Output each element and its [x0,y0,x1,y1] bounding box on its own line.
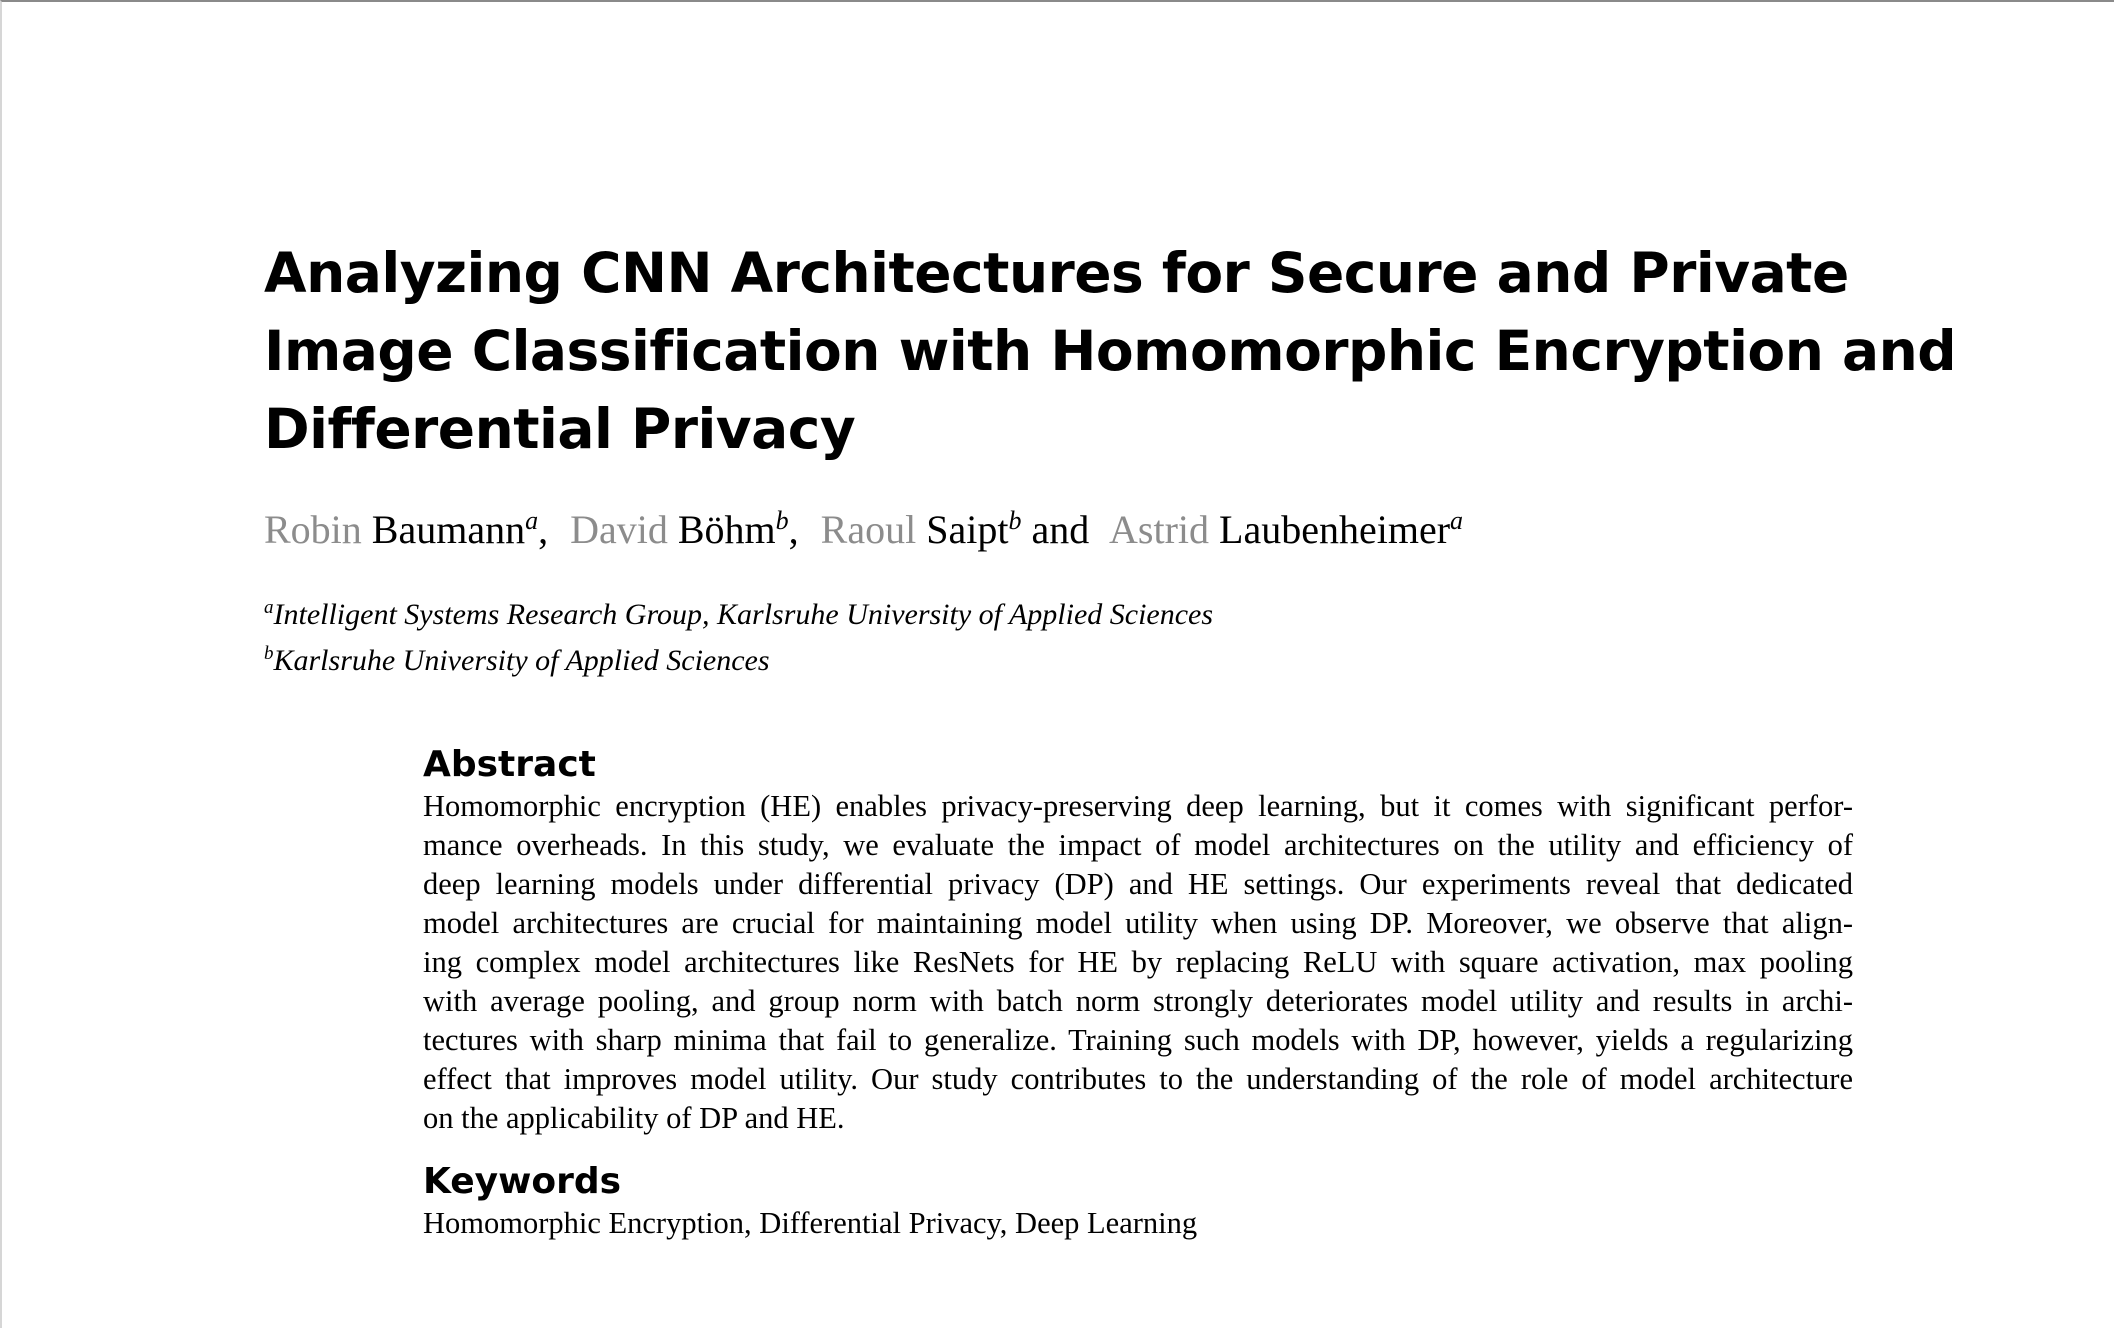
abstract-body [423,787,1853,1138]
author-list [264,500,1463,560]
keywords-list: Homomorphic Encryption, Differential Privacy, Deep Learning [423,1206,1198,1240]
abstract-line: on the applicability of DP and HE. [423,1101,845,1135]
affiliation-list [264,592,1213,684]
author-family-name: Laubenheimer [1219,507,1451,552]
abstract-line: effect that improves model utility. Our study contributes to the understanding of the role of model architecture [423,1062,1853,1096]
title-line: Differential Privacy [264,397,856,461]
affiliation-mark: b [775,506,789,535]
author-separator: , [788,507,799,552]
author-family-name: Böhm [677,507,776,552]
affiliation-mark: a [1450,506,1464,535]
author-family-name: Saipt [926,507,1009,552]
abstract-heading: Abstract [423,744,596,785]
author-separator: and [1021,507,1090,552]
author-separator: , [538,507,549,552]
author [1109,507,1463,552]
keywords-heading: Keywords [423,1161,622,1202]
paper-title [264,234,1964,468]
abstract-line: with average pooling, and group norm with batch norm strongly deteriorates model utility and results in archi- [423,984,1853,1018]
author-given-name: Raoul [820,507,917,552]
title-line: Analyzing CNN Architectures for Secure and Private [264,241,1849,305]
affiliation [264,638,1213,684]
affiliation-mark: a [525,506,539,535]
affiliation-text: Intelligent Systems Research Group, Karlsruhe University of Applied Sciences [273,598,1214,631]
abstract-line: tectures with sharp minima that fail to generalize. Training such models with DP, however, yields a regularizing [423,1023,1853,1057]
abstract-line: mance overheads. In this study, we evaluate the impact of model architectures on the utility and efficiency of [423,828,1853,862]
author-family-name: Baumann [371,507,526,552]
author [570,507,811,552]
affiliation-mark: b [264,643,274,664]
author-given-name: Robin [264,507,362,552]
author [821,507,1102,552]
author [264,507,560,552]
affiliation-text: Karlsruhe University of Applied Sciences [273,644,770,677]
affiliation [264,592,1213,638]
abstract-line: deep learning models under differential privacy (DP) and HE settings. Our experiments reveal that dedicated [423,867,1853,901]
abstract-line: ing complex model architectures like ResNets for HE by replacing ReLU with square activation, max pooling [423,945,1853,979]
affiliation-mark: a [264,597,274,618]
author-given-name: David [570,507,668,552]
author-given-name: Astrid [1109,507,1210,552]
affiliation-mark: b [1008,506,1022,535]
title-line: Image Classification with Homomorphic Encryption and [264,319,1957,383]
abstract-line: Homomorphic encryption (HE) enables privacy-preserving deep learning, but it comes with significant perfor- [423,789,1853,823]
abstract-line: model architectures are crucial for maintaining model utility when using DP. Moreover, we observe that align- [423,906,1853,940]
